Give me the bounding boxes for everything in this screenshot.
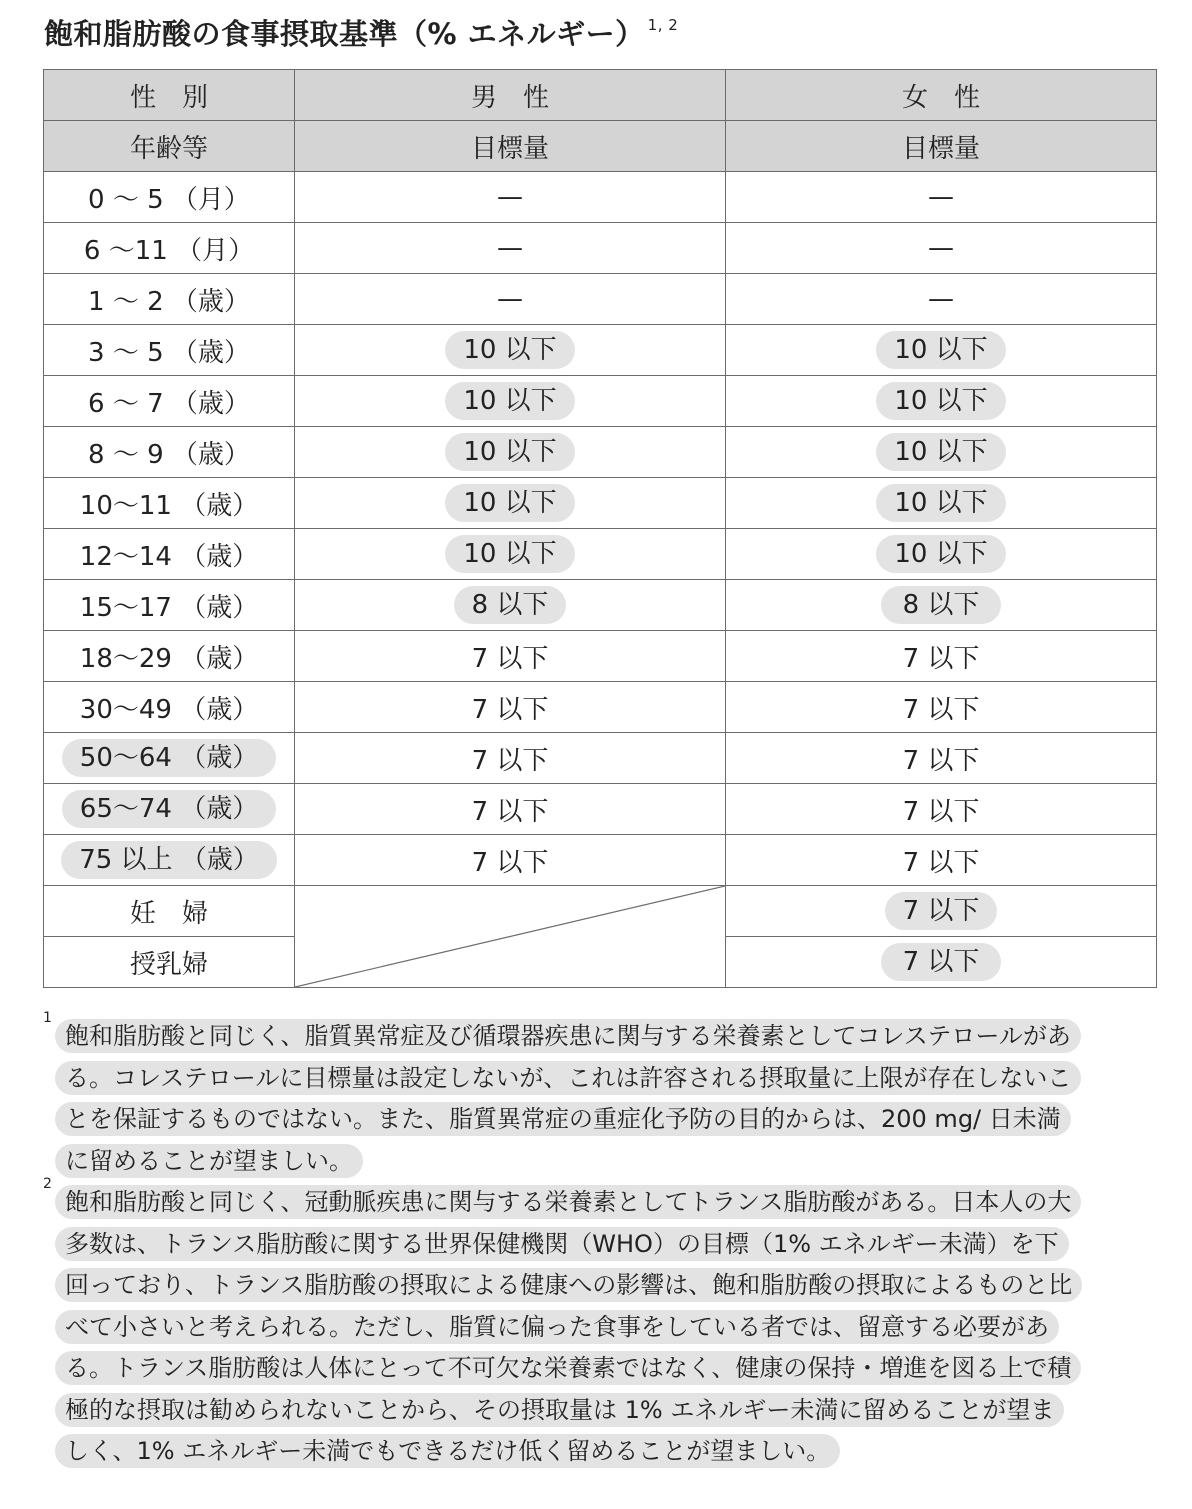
footnote-line — [43, 1099, 1163, 1141]
male-value: 10 以下 — [445, 535, 574, 573]
footnote-text: 回っており、トランス脂肪酸の摂取による健康への影響は、飽和脂肪酸の摂取によるものと比 — [55, 1268, 1082, 1302]
table-row — [44, 733, 1157, 784]
female-value: — — [726, 223, 1157, 274]
age-cell: 12～14 （歳） — [44, 529, 295, 580]
footnote-line — [43, 1058, 1163, 1100]
age-label: 50～64 （歳） — [62, 739, 276, 777]
table-row — [44, 784, 1157, 835]
male-value-cell — [295, 478, 726, 529]
male-value-cell — [295, 427, 726, 478]
footnote-line — [43, 1224, 1163, 1266]
title-text: 飽和脂肪酸の食事摂取基準（% エネルギー） — [44, 17, 645, 51]
table-row — [44, 478, 1157, 529]
footnote-marker: 1 — [43, 1010, 52, 1026]
female-value-cell — [726, 886, 1157, 937]
female-value: 7 以下 — [726, 733, 1157, 784]
male-value: 10 以下 — [445, 433, 574, 471]
female-value: 10 以下 — [876, 331, 1005, 369]
male-value-cell — [295, 325, 726, 376]
table-row — [44, 835, 1157, 886]
male-value: 10 以下 — [445, 484, 574, 522]
footnotes — [43, 1010, 1163, 1473]
table-row — [44, 886, 1157, 937]
age-label: 75 以上 （歳） — [61, 841, 277, 879]
male-value: 8 以下 — [454, 586, 567, 624]
male-value: 7 以下 — [295, 631, 726, 682]
age-cell-highlighted — [44, 784, 295, 835]
table-row — [44, 631, 1157, 682]
female-value: 7 以下 — [726, 784, 1157, 835]
female-value-cell — [726, 937, 1157, 988]
female-value-cell — [726, 529, 1157, 580]
footnote-line — [43, 1307, 1163, 1349]
female-value-cell — [726, 580, 1157, 631]
not-applicable-diagonal-cell — [295, 886, 726, 988]
footnote-line — [43, 1390, 1163, 1432]
male-value-cell — [295, 376, 726, 427]
female-value-cell — [726, 325, 1157, 376]
page-title — [44, 12, 678, 53]
male-value: 10 以下 — [445, 382, 574, 420]
age-cell: 1 ～ 2 （歳） — [44, 274, 295, 325]
footnote-text: とを保証するものではない。また、脂質異常症の重症化予防の目的からは、200 mg/ 日未満 — [55, 1102, 1071, 1136]
age-cell: 0 ～ 5 （月） — [44, 172, 295, 223]
female-value: 7 以下 — [726, 682, 1157, 733]
diagonal-line — [295, 886, 725, 987]
footnote-line — [43, 1141, 1163, 1183]
age-cell: 18～29 （歳） — [44, 631, 295, 682]
footnote-text: 飽和脂肪酸と同じく、冠動脈疾患に関与する栄養素としてトランス脂肪酸がある。日本人の大 — [55, 1185, 1081, 1219]
table-row — [44, 427, 1157, 478]
male-value: 7 以下 — [295, 682, 726, 733]
male-value-cell — [295, 580, 726, 631]
header-male: 男 性 — [295, 70, 726, 121]
male-value: 7 以下 — [295, 784, 726, 835]
footnote-line — [43, 1265, 1163, 1307]
female-value: 10 以下 — [876, 535, 1005, 573]
table-row — [44, 325, 1157, 376]
age-cell: 6 ～ 7 （歳） — [44, 376, 295, 427]
table-row — [44, 529, 1157, 580]
male-value: 7 以下 — [295, 733, 726, 784]
footnote-text: に留めることが望ましい。 — [55, 1144, 363, 1178]
male-value: — — [295, 223, 726, 274]
table-row — [44, 376, 1157, 427]
male-value-cell — [295, 529, 726, 580]
age-cell-highlighted — [44, 733, 295, 784]
footnote-2 — [43, 1176, 1163, 1473]
footnote-text: る。トランス脂肪酸は人体にとって不可欠な栄養素ではなく、健康の保持・増進を図る上で積 — [55, 1351, 1081, 1385]
male-value: — — [295, 172, 726, 223]
female-value: — — [726, 172, 1157, 223]
footnote-line — [43, 1348, 1163, 1390]
intake-standard-table — [43, 69, 1157, 988]
female-value: 7 以下 — [885, 892, 998, 930]
female-value: 10 以下 — [876, 433, 1005, 471]
footnote-text: る。コレステロールに目標量は設定しないが、これは許容される摂取量に上限が存在しないこ — [55, 1061, 1081, 1095]
header-female-target: 目標量 — [726, 121, 1157, 172]
footnote-marker: 2 — [43, 1176, 52, 1192]
male-value: 10 以下 — [445, 331, 574, 369]
female-value: — — [726, 274, 1157, 325]
footnote-text: 極的な摂取は勧められないことから、その摂取量は 1% エネルギー未満に留めることが望ま — [55, 1393, 1064, 1427]
male-value: — — [295, 274, 726, 325]
table-row — [44, 682, 1157, 733]
age-cell: 10～11 （歳） — [44, 478, 295, 529]
footnote-text: 飽和脂肪酸と同じく、脂質異常症及び循環器疾患に関与する栄養素としてコレステロールがあ — [55, 1019, 1081, 1053]
age-cell: 30～49 （歳） — [44, 682, 295, 733]
header-sex-label: 性 別 — [44, 70, 295, 121]
female-value: 8 以下 — [881, 586, 1002, 624]
table-row — [44, 172, 1157, 223]
age-cell: 妊 婦 — [44, 886, 295, 937]
header-male-target: 目標量 — [295, 121, 726, 172]
header-row-age — [44, 121, 1157, 172]
female-value: 7 以下 — [726, 631, 1157, 682]
age-cell: 6 ～11 （月） — [44, 223, 295, 274]
footnote-line — [43, 1431, 1163, 1473]
footnote-text: しく、1% エネルギー未満でもできるだけ低く留めることが望ましい。 — [55, 1434, 840, 1468]
table-row — [44, 223, 1157, 274]
footnote-1 — [43, 1010, 1163, 1182]
age-cell: 15～17 （歳） — [44, 580, 295, 631]
header-female: 女 性 — [726, 70, 1157, 121]
footnote-text: 多数は、トランス脂肪酸に関する世界保健機関（WHO）の目標（1% エネルギー未満）を下 — [55, 1227, 1069, 1261]
footnote-line — [43, 1182, 1163, 1224]
female-value: 10 以下 — [876, 484, 1005, 522]
female-value-cell — [726, 427, 1157, 478]
table-row — [44, 274, 1157, 325]
female-value: 10 以下 — [876, 382, 1005, 420]
age-label: 65～74 （歳） — [62, 790, 276, 828]
female-value-cell — [726, 478, 1157, 529]
age-cell: 授乳婦 — [44, 937, 295, 988]
header-age-label: 年齢等 — [44, 121, 295, 172]
female-value: 7 以下 — [726, 835, 1157, 886]
age-cell: 8 ～ 9 （歳） — [44, 427, 295, 478]
title-footnote-refs: 1, 2 — [647, 16, 679, 34]
age-cell: 3 ～ 5 （歳） — [44, 325, 295, 376]
female-value-cell — [726, 376, 1157, 427]
table-row — [44, 580, 1157, 631]
footnote-line — [43, 1016, 1163, 1058]
header-row-sex — [44, 70, 1157, 121]
male-value: 7 以下 — [295, 835, 726, 886]
footnote-text: べて小さいと考えられる。ただし、脂質に偏った食事をしている者では、留意する必要があ — [55, 1310, 1059, 1344]
age-cell-highlighted — [44, 835, 295, 886]
female-value: 7 以下 — [881, 943, 1002, 981]
